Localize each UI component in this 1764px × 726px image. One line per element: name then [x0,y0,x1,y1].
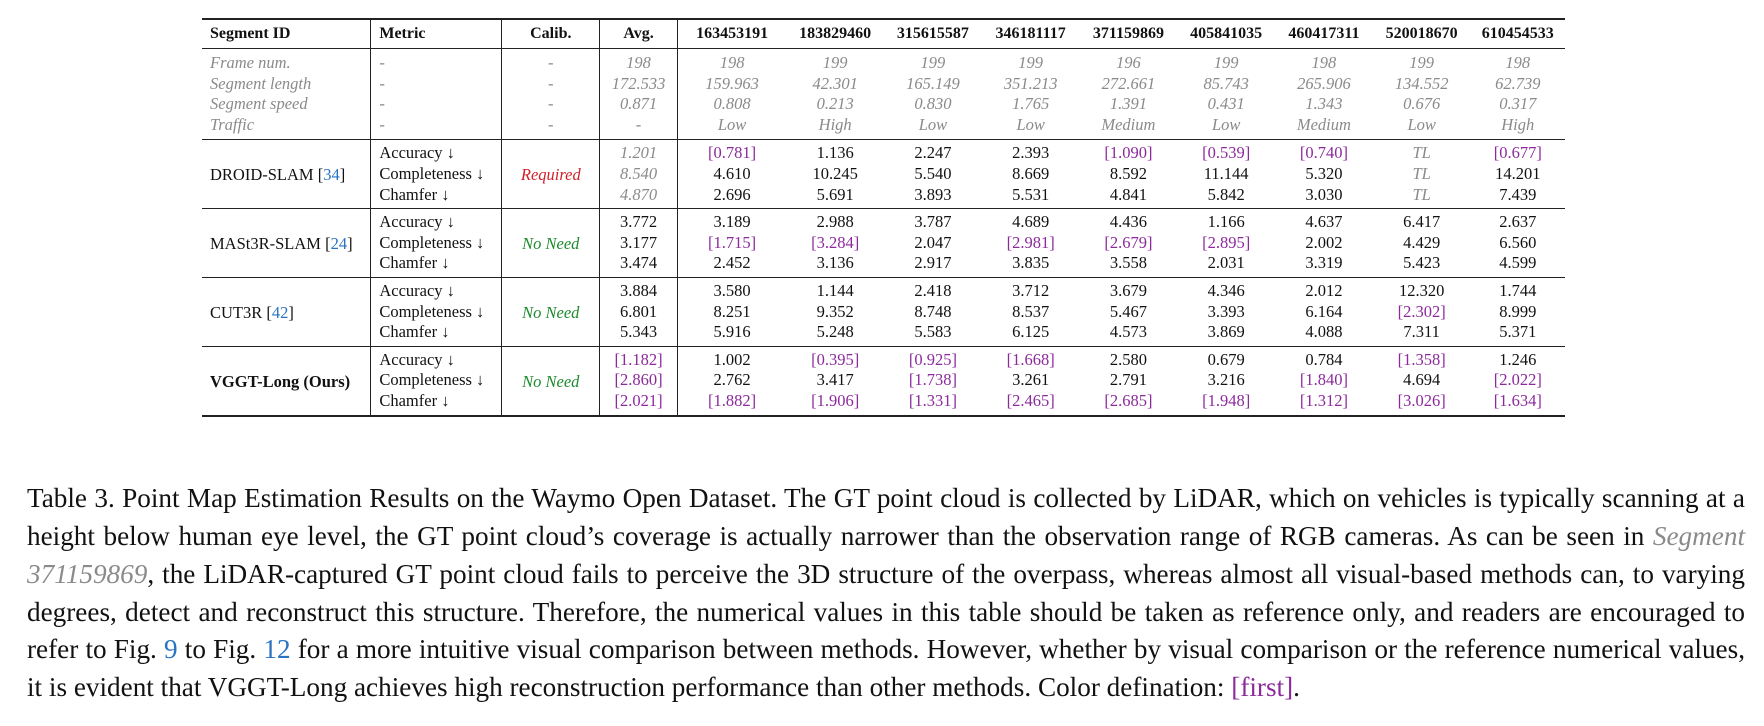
table-cell: 7.439 [1499,184,1537,204]
info-row-avg: 198 [600,49,678,74]
table-cell: 8.999 [1499,301,1537,321]
caption-fig-12-link[interactable]: 12 [263,634,291,665]
table-cell: TL [1412,163,1431,183]
table-cell: 0.213 [816,94,854,114]
table-cell: 4.637 [1305,212,1343,232]
segment-info-section [202,49,1565,140]
table-cell: [2.685] [1104,390,1153,410]
table-cell: 2.247 [914,143,952,163]
table-cell: 198 [1505,53,1531,72]
metric-label: Chamfer ↓ [371,185,502,209]
table-cell: [1.882] [708,390,757,410]
header-segment-520018670: 520018670 [1373,19,1471,49]
metric-label: Chamfer ↓ [371,391,502,416]
table-cell: 0.676 [1403,94,1441,114]
table-cell: 5.467 [1109,301,1147,321]
table-cell: 5.371 [1499,322,1537,342]
info-row-avg: - [600,115,678,140]
table-cell: 9.352 [816,301,854,321]
table-cell: Low [1016,114,1045,134]
table-cell: High [818,114,852,134]
table-row [202,277,1565,301]
table-cell: [3.026] [1397,390,1446,410]
table-cell: 1.744 [1499,280,1537,300]
table-cell: 1.765 [1012,94,1050,114]
method-name-cell: MASt3R-SLAM [24] [202,209,371,278]
table-cell: 4.346 [1207,280,1245,300]
table-cell: 2.418 [914,280,952,300]
table-cell: 6.417 [1403,212,1441,232]
caption-text-4: for a more intuitive visual comparison between methods. However, whether by visual comparison or the reference numerical values, it is evident that VGGT-Long achieves high reconstruction performance than other methods. Color defination: [27,634,1745,703]
table-row [202,233,1565,254]
table-cell: 3.869 [1207,322,1245,342]
table-row [202,253,1565,277]
table-cell: 3.580 [713,280,751,300]
table-row [202,370,1565,391]
table-cell: 2.002 [1305,232,1343,252]
table-cell: 198 [1311,53,1337,72]
table-cell: 7.311 [1403,322,1440,342]
table-cell: 2.988 [816,212,854,232]
header-metric: Metric [371,19,502,49]
table-cell: 265.906 [1297,73,1351,93]
table-cell: 11.144 [1203,163,1249,183]
table-cell: High [1501,114,1535,134]
table-cell: 2.791 [1109,370,1147,390]
table-cell: 3.030 [1305,184,1343,204]
table-cell: Low [1407,114,1436,134]
table-cell: 199 [822,53,848,72]
table-cell: 0.679 [1207,349,1245,369]
table-cell: Low [918,114,948,134]
table-cell: [2.022] [1493,370,1542,390]
caption-text-1: Table 3. Point Map Estimation Results on the Waymo Open Dataset. The GT point cloud is collected by LiDAR, which on vehicles is typically scanning at a height below human eye level, the GT point cloud’s coverage is actually narrower than the observation range of RGB cameras. As can be seen in [27,483,1745,551]
table-row [202,322,1565,346]
table-cell: 2.452 [713,253,751,273]
table-cell: Low [717,114,747,134]
table-cell: 3.712 [1012,280,1050,300]
table-cell: 8.669 [1012,163,1050,183]
table-cell: Medium [1101,114,1156,134]
avg-cell: [2.860] [600,370,678,391]
info-row-label: Segment length [202,74,371,95]
results-table [202,18,1565,417]
citation-link[interactable]: 24 [330,234,348,254]
header-segment-371159869: 371159869 [1080,19,1178,49]
table-cell: Low [1211,114,1241,134]
table-cell: Medium [1296,114,1351,134]
header-segment-346181117: 346181117 [982,19,1080,49]
info-row [202,115,1565,140]
table-cell: 3.319 [1305,253,1343,273]
metric-label: Accuracy ↓ [371,277,502,301]
table-cell: 3.787 [914,212,952,232]
table-cell: [1.948] [1202,390,1251,410]
table-cell: 196 [1116,53,1141,72]
table-cell: 2.762 [713,370,751,390]
table-cell: [0.925] [908,349,957,369]
table-cell: 5.423 [1403,253,1441,273]
table-cell: 1.391 [1109,94,1147,114]
avg-cell: 3.177 [600,233,678,254]
table-cell: 14.201 [1495,163,1541,183]
table-cell: 5.916 [713,322,751,342]
table-cell: 4.088 [1305,322,1343,342]
table-cell: 198 [719,53,745,72]
citation-link[interactable]: 42 [271,303,289,323]
table-cell: 1.246 [1499,349,1537,369]
table-cell: 5.531 [1012,184,1050,204]
method-group [202,140,1565,209]
avg-cell: 3.474 [600,253,678,277]
table-cell: [0.740] [1299,143,1348,163]
metric-label: Completeness ↓ [371,302,502,323]
method-name-cell: CUT3R [42] [202,277,371,346]
metric-label: Chamfer ↓ [371,322,502,346]
header-segment-163453191: 163453191 [677,19,786,49]
table-cell: 1.136 [816,143,854,163]
info-row-metric: - [371,94,502,115]
method-group [202,209,1565,278]
table-cell: 2.917 [914,253,952,273]
table-row [202,185,1565,209]
avg-cell: 4.870 [600,185,678,209]
avg-cell: 3.772 [600,209,678,233]
table-cell: 4.429 [1403,232,1441,252]
method-name-cell [202,346,371,415]
avg-cell: 6.801 [600,302,678,323]
avg-cell: [1.182] [600,346,678,370]
table-cell: [2.679] [1104,232,1153,252]
table-cell: 4.610 [713,163,751,183]
header-segment-315615587: 315615587 [884,19,982,49]
info-row-label: Traffic [202,115,371,140]
header-segment-183829460: 183829460 [786,19,884,49]
caption-fig-9-link[interactable]: 9 [164,634,178,665]
calib-status: No Need [502,209,600,278]
table-cell: 2.696 [713,184,751,204]
table-cell: [1.715] [708,232,757,252]
method-group [202,346,1565,415]
table-cell: 42.301 [812,73,858,93]
header-calib: Calib. [502,19,600,49]
results-table-container [202,18,1565,417]
info-row-metric: - [371,49,502,74]
table-row [202,209,1565,233]
table-cell: [2.465] [1006,390,1055,410]
table-cell: [3.284] [811,232,860,252]
table-cell: [0.781] [708,143,757,163]
table-cell: 8.251 [713,301,751,321]
info-row [202,74,1565,95]
table-cell: 6.560 [1499,232,1537,252]
table-cell: 4.689 [1012,212,1050,232]
table-row [202,302,1565,323]
header-segment-id: Segment ID [202,19,371,49]
table-cell: 62.739 [1495,73,1541,93]
table-cell: 3.393 [1207,301,1245,321]
table-cell: 6.164 [1305,301,1343,321]
table-cell: [1.668] [1006,349,1055,369]
citation-link[interactable]: 34 [323,165,340,185]
table-cell: 2.012 [1305,280,1343,300]
table-cell: [0.539] [1202,143,1251,163]
table-cell: 0.431 [1207,94,1245,114]
table-cell: 199 [1213,53,1239,72]
table-header [202,19,1565,49]
table-cell: [1.738] [908,370,957,390]
metric-label: Accuracy ↓ [371,346,502,370]
table-cell: 4.841 [1109,184,1147,204]
avg-cell: 1.201 [600,140,678,164]
metric-label: Accuracy ↓ [371,140,502,164]
table-cell: 5.248 [816,322,854,342]
table-cell: 3.261 [1012,370,1050,390]
table-cell: 3.893 [914,184,952,204]
table-cell: 3.679 [1109,280,1147,300]
table-cell: 4.573 [1109,322,1147,342]
table-cell: [2.302] [1397,301,1446,321]
table-cell: 8.748 [914,301,952,321]
table-row [202,140,1565,164]
calib-status: No Need [502,346,600,415]
table-cell: 272.661 [1101,73,1156,93]
method-name: CUT3R [210,303,263,323]
table-cell: [0.395] [811,349,860,369]
table-caption [27,480,1745,707]
table-cell: 5.540 [914,163,952,183]
table-cell: [1.906] [811,390,860,410]
header-segment-610454533: 610454533 [1471,19,1565,49]
header-segment-405841035: 405841035 [1177,19,1275,49]
info-row-label: Frame num. [202,49,371,74]
metric-label: Accuracy ↓ [371,209,502,233]
table-row [202,164,1565,185]
method-name: MASt3R-SLAM [210,234,321,254]
metric-label: Completeness ↓ [371,164,502,185]
method-name: VGGT-Long (Ours) [210,371,351,391]
header-avg: Avg. [600,19,678,49]
info-row [202,49,1565,74]
table-cell: 199 [1018,53,1044,72]
table-cell: 3.558 [1109,253,1147,273]
table-cell: 5.320 [1305,163,1343,183]
table-cell: 8.592 [1109,163,1147,183]
table-cell: 85.743 [1203,73,1249,93]
avg-cell: 3.884 [600,277,678,301]
table-cell: 10.245 [812,163,858,183]
table-cell: 8.537 [1012,301,1050,321]
info-row-label: Segment speed [202,94,371,115]
caption-text-3: to Fig. [177,634,264,665]
metric-label: Completeness ↓ [371,370,502,391]
table-cell: [1.358] [1397,349,1446,369]
table-cell: 2.637 [1499,212,1537,232]
table-cell: 165.149 [906,73,960,93]
header-segment-460417311: 460417311 [1275,19,1373,49]
caption-text-5: . [1293,672,1300,703]
info-row-avg: 0.871 [600,94,678,115]
info-row [202,94,1565,115]
table-cell: 159.963 [705,73,759,93]
table-cell: 6.125 [1012,322,1050,342]
table-cell: 4.694 [1403,370,1441,390]
calib-status: No Need [502,277,600,346]
table-row [202,391,1565,416]
header-row [202,19,1565,49]
avg-cell: 5.343 [600,322,678,346]
table-cell: 5.691 [816,184,854,204]
table-cell: 2.580 [1109,349,1147,369]
table-cell: [2.981] [1006,232,1055,252]
table-cell: [1.090] [1104,143,1153,163]
table-cell: 1.343 [1305,94,1343,114]
table-cell: 3.136 [816,253,854,273]
method-name: DROID-SLAM [210,165,314,185]
table-cell: 4.436 [1109,212,1147,232]
table-row [202,346,1565,370]
table-cell: [1.840] [1299,370,1348,390]
info-row-calib: - [502,49,600,74]
caption-first-legend: [first] [1231,672,1294,703]
table-cell: 2.031 [1207,253,1245,273]
method-name-cell: DROID-SLAM [34] [202,140,371,209]
info-row-calib: - [502,94,600,115]
table-cell: 199 [920,53,946,72]
table-cell: 2.047 [914,232,952,252]
table-cell: 1.002 [713,349,751,369]
caption-segment-ref: Segment 371159869 [27,520,1745,589]
avg-cell: 8.540 [600,164,678,185]
table-cell: 2.393 [1012,143,1050,163]
table-cell: 12.320 [1398,280,1445,300]
table-cell: 1.144 [816,280,854,300]
table-cell: 3.189 [713,212,751,232]
table-cell: 199 [1409,53,1435,72]
table-cell: 351.213 [1003,73,1058,93]
table-cell: 5.842 [1207,184,1245,204]
table-cell: [1.634] [1493,390,1542,410]
table-cell: 0.830 [914,94,952,114]
table-cell: 3.417 [816,370,854,390]
metric-label: Completeness ↓ [371,233,502,254]
table-cell: 4.599 [1499,253,1537,273]
info-row-avg: 172.533 [600,74,678,95]
table-cell: TL [1412,184,1431,204]
info-row-metric: - [371,115,502,140]
method-group [202,277,1565,346]
table-cell: [0.677] [1493,143,1542,163]
table-cell: 0.784 [1305,349,1343,369]
table-cell: [1.312] [1299,390,1348,410]
table-cell: 1.166 [1207,212,1245,232]
calib-status: Required [502,140,600,209]
info-row-calib: - [502,115,600,140]
avg-cell: [2.021] [600,391,678,416]
table-cell: [1.331] [908,390,957,410]
table-cell: 0.317 [1499,94,1537,114]
info-row-metric: - [371,74,502,95]
table-cell: [2.895] [1202,232,1251,252]
metric-label: Chamfer ↓ [371,253,502,277]
table-cell: TL [1412,143,1431,163]
table-cell: 0.808 [713,94,751,114]
table-cell: 134.552 [1394,73,1449,93]
table-cell: 5.583 [914,322,952,342]
caption-text-2: , the LiDAR-captured GT point cloud fails to perceive the 3D structure of the overpass, whereas almost all visual-based methods can, to varying degrees, detect and reconstruct this structure. Therefore, the numerical values in this table should be taken as reference only, and readers are encouraged to refer to Fig. [27,558,1745,665]
info-row-calib: - [502,74,600,95]
table-cell: 3.835 [1012,253,1050,273]
table-cell: 3.216 [1207,370,1245,390]
